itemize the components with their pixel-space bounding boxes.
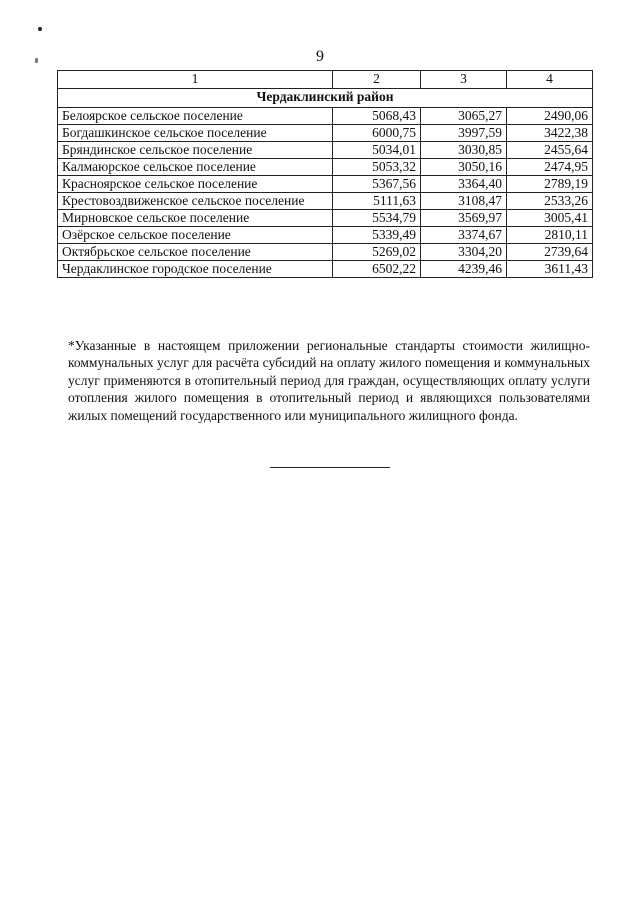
settlement-name: Бряндинское сельское поселение — [58, 142, 333, 159]
table-row — [58, 261, 593, 278]
table-row — [58, 125, 593, 142]
value-col4: 2490,06 — [507, 108, 593, 125]
scan-mark — [38, 27, 42, 31]
table-row — [58, 176, 593, 193]
value-col2: 6000,75 — [333, 125, 421, 142]
value-col3: 3374,67 — [421, 227, 507, 244]
table-row — [58, 142, 593, 159]
column-header: 1 — [58, 71, 333, 89]
settlement-name: Чердаклинское городское поселение — [58, 261, 333, 278]
value-col3: 3997,59 — [421, 125, 507, 142]
value-col4: 2455,64 — [507, 142, 593, 159]
value-col3: 3030,85 — [421, 142, 507, 159]
value-col4: 3005,41 — [507, 210, 593, 227]
table-row — [58, 244, 593, 261]
end-divider — [270, 467, 390, 468]
value-col4: 2789,19 — [507, 176, 593, 193]
table-row — [58, 159, 593, 176]
settlement-name: Калмаюрское сельское поселение — [58, 159, 333, 176]
settlement-name: Белоярское сельское поселение — [58, 108, 333, 125]
table-row — [58, 108, 593, 125]
value-col4: 2533,26 — [507, 193, 593, 210]
value-col2: 5034,01 — [333, 142, 421, 159]
footnote-text: *Указанные в настоящем приложении региональные стандарты стоимости жилищно-коммунальных услуг для расчёта субсидий на оплату жилого помещения и коммунальных услуг применяются в отопительный период для граждан, осуществляющих оплату услуги отопления жилого помещения в отопительный период и являющихся пользователями жилых помещений государственного или муниципального жилищного фонда. — [68, 337, 590, 423]
value-col4: 2739,64 — [507, 244, 593, 261]
value-col4: 2474,95 — [507, 159, 593, 176]
value-col4: 3611,43 — [507, 261, 593, 278]
column-header: 4 — [507, 71, 593, 89]
value-col2: 5053,32 — [333, 159, 421, 176]
value-col3: 3364,40 — [421, 176, 507, 193]
settlement-name: Богдашкинское сельское поселение — [58, 125, 333, 142]
value-col3: 3108,47 — [421, 193, 507, 210]
column-header: 3 — [421, 71, 507, 89]
value-col2: 5367,56 — [333, 176, 421, 193]
column-header: 2 — [333, 71, 421, 89]
value-col3: 4239,46 — [421, 261, 507, 278]
value-col2: 5339,49 — [333, 227, 421, 244]
value-col2: 5534,79 — [333, 210, 421, 227]
value-col3: 3050,16 — [421, 159, 507, 176]
region-title: Чердаклинский район — [58, 89, 593, 108]
settlement-name: Октябрьское сельское поселение — [58, 244, 333, 261]
settlement-name: Мирновское сельское поселение — [58, 210, 333, 227]
value-col3: 3304,20 — [421, 244, 507, 261]
standards-table — [57, 70, 593, 278]
settlement-name: Озёрское сельское поселение — [58, 227, 333, 244]
value-col4: 2810,11 — [507, 227, 593, 244]
settlement-name: Красноярское сельское поселение — [58, 176, 333, 193]
table-row — [58, 227, 593, 244]
table-header-row — [58, 71, 593, 89]
page-number: 9 — [316, 48, 324, 65]
value-col4: 3422,38 — [507, 125, 593, 142]
value-col3: 3569,97 — [421, 210, 507, 227]
table-row — [58, 193, 593, 210]
settlement-name: Крестовоздвиженское сельское поселение — [58, 193, 333, 210]
region-row — [58, 89, 593, 108]
table-row — [58, 210, 593, 227]
value-col2: 6502,22 — [333, 261, 421, 278]
value-col2: 5111,63 — [333, 193, 421, 210]
value-col3: 3065,27 — [421, 108, 507, 125]
value-col2: 5068,43 — [333, 108, 421, 125]
value-col2: 5269,02 — [333, 244, 421, 261]
